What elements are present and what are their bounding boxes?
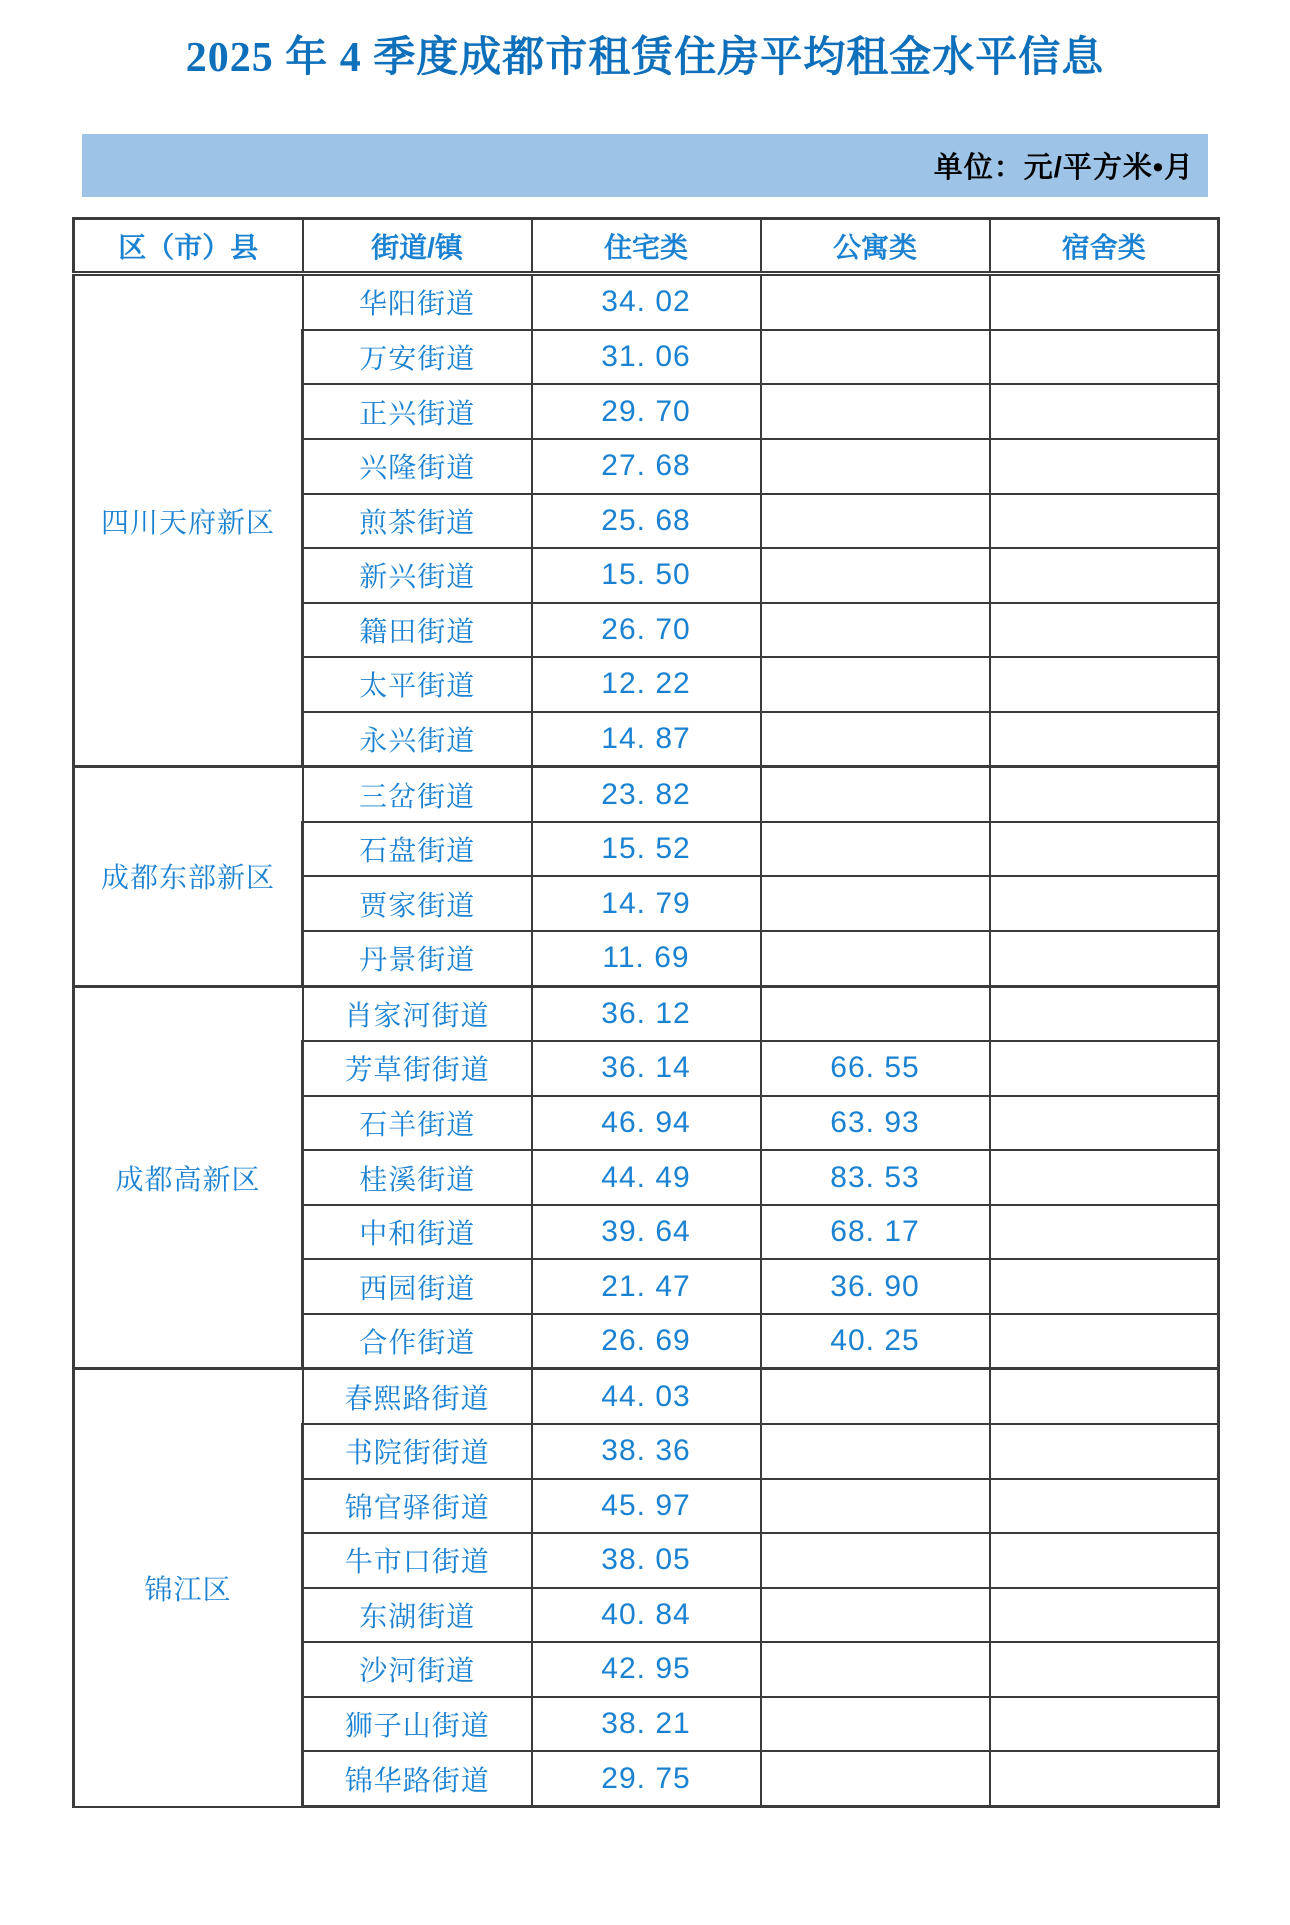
dormitory-value: [990, 1096, 1219, 1151]
residential-value: 11. 69: [532, 931, 761, 986]
street-cell: 春熙路街道: [303, 1369, 532, 1424]
apartment-value: [761, 494, 990, 549]
street-cell: 西园街道: [303, 1259, 532, 1314]
apartment-value: [761, 384, 990, 439]
dormitory-value: [990, 1041, 1219, 1096]
residential-value: 26. 70: [532, 603, 761, 658]
residential-value: 44. 49: [532, 1150, 761, 1205]
dormitory-value: [990, 822, 1219, 877]
district-cell: 成都高新区: [74, 986, 303, 1369]
street-cell: 锦华路街道: [303, 1751, 532, 1806]
dormitory-value: [990, 1588, 1219, 1643]
street-cell: 石羊街道: [303, 1096, 532, 1151]
street-cell: 兴隆街道: [303, 439, 532, 494]
column-header: 宿舍类: [990, 219, 1219, 274]
residential-value: 25. 68: [532, 494, 761, 549]
residential-value: 36. 14: [532, 1041, 761, 1096]
residential-value: 26. 69: [532, 1314, 761, 1369]
unit-label: 单位：元/平方米•月: [933, 152, 1194, 184]
street-cell: 永兴街道: [303, 712, 532, 767]
apartment-value: [761, 1424, 990, 1479]
district-cell: 锦江区: [74, 1369, 303, 1807]
residential-value: 34. 02: [532, 274, 761, 330]
dormitory-value: [990, 712, 1219, 767]
residential-value: 29. 75: [532, 1751, 761, 1806]
table-row: [74, 986, 1219, 1041]
residential-value: 29. 70: [532, 384, 761, 439]
dormitory-value: [990, 657, 1219, 712]
residential-value: 42. 95: [532, 1642, 761, 1697]
dormitory-value: [990, 1533, 1219, 1588]
street-cell: 肖家河街道: [303, 986, 532, 1041]
residential-value: 27. 68: [532, 439, 761, 494]
residential-value: 38. 36: [532, 1424, 761, 1479]
apartment-value: [761, 822, 990, 877]
table-row: [74, 767, 1219, 822]
street-cell: 正兴街道: [303, 384, 532, 439]
street-cell: 太平街道: [303, 657, 532, 712]
dormitory-value: [990, 603, 1219, 658]
dormitory-value: [990, 548, 1219, 603]
street-cell: 狮子山街道: [303, 1697, 532, 1752]
street-cell: 书院街街道: [303, 1424, 532, 1479]
apartment-value: [761, 712, 990, 767]
rent-table: [72, 217, 1220, 1808]
apartment-value: [761, 1697, 990, 1752]
apartment-value: [761, 931, 990, 986]
apartment-value: 83. 53: [761, 1150, 990, 1205]
table-body: [74, 274, 1219, 1807]
dormitory-value: [990, 494, 1219, 549]
street-cell: 贾家街道: [303, 876, 532, 931]
dormitory-value: [990, 986, 1219, 1041]
column-header: 住宅类: [532, 219, 761, 274]
dormitory-value: [990, 876, 1219, 931]
residential-value: 23. 82: [532, 767, 761, 822]
column-header: 公寓类: [761, 219, 990, 274]
apartment-value: 36. 90: [761, 1259, 990, 1314]
residential-value: 40. 84: [532, 1588, 761, 1643]
street-cell: 三岔街道: [303, 767, 532, 822]
apartment-value: [761, 767, 990, 822]
dormitory-value: [990, 1205, 1219, 1260]
dormitory-value: [990, 330, 1219, 385]
apartment-value: [761, 986, 990, 1041]
apartment-value: [761, 330, 990, 385]
street-cell: 万安街道: [303, 330, 532, 385]
dormitory-value: [990, 1479, 1219, 1534]
street-cell: 煎茶街道: [303, 494, 532, 549]
residential-value: 15. 52: [532, 822, 761, 877]
apartment-value: [761, 274, 990, 330]
apartment-value: [761, 1588, 990, 1643]
dormitory-value: [990, 1751, 1219, 1806]
street-cell: 石盘街道: [303, 822, 532, 877]
apartment-value: 40. 25: [761, 1314, 990, 1369]
apartment-value: 66. 55: [761, 1041, 990, 1096]
residential-value: 14. 79: [532, 876, 761, 931]
street-cell: 丹景街道: [303, 931, 532, 986]
apartment-value: [761, 1751, 990, 1806]
table-head: [74, 219, 1219, 274]
apartment-value: [761, 603, 990, 658]
street-cell: 牛市口街道: [303, 1533, 532, 1588]
dormitory-value: [990, 274, 1219, 330]
column-header: 街道/镇: [303, 219, 532, 274]
dormitory-value: [990, 1642, 1219, 1697]
dormitory-value: [990, 1424, 1219, 1479]
dormitory-value: [990, 1150, 1219, 1205]
dormitory-value: [990, 1314, 1219, 1369]
residential-value: 45. 97: [532, 1479, 761, 1534]
residential-value: 14. 87: [532, 712, 761, 767]
apartment-value: [761, 439, 990, 494]
apartment-value: 63. 93: [761, 1096, 990, 1151]
unit-banner: [82, 134, 1208, 197]
table-row: [74, 1369, 1219, 1424]
residential-value: 21. 47: [532, 1259, 761, 1314]
street-cell: 合作街道: [303, 1314, 532, 1369]
apartment-value: [761, 1369, 990, 1424]
residential-value: 12. 22: [532, 657, 761, 712]
street-cell: 芳草街街道: [303, 1041, 532, 1096]
page-title: 2025 年 4 季度成都市租赁住房平均租金水平信息: [185, 35, 1105, 81]
residential-value: 38. 05: [532, 1533, 761, 1588]
table-header-row: [74, 219, 1219, 274]
residential-value: 31. 06: [532, 330, 761, 385]
residential-value: 39. 64: [532, 1205, 761, 1260]
dormitory-value: [990, 384, 1219, 439]
apartment-value: [761, 1479, 990, 1534]
street-cell: 中和街道: [303, 1205, 532, 1260]
apartment-value: [761, 1642, 990, 1697]
apartment-value: [761, 548, 990, 603]
dormitory-value: [990, 767, 1219, 822]
residential-value: 46. 94: [532, 1096, 761, 1151]
street-cell: 沙河街道: [303, 1642, 532, 1697]
street-cell: 籍田街道: [303, 603, 532, 658]
apartment-value: [761, 657, 990, 712]
dormitory-value: [990, 1259, 1219, 1314]
column-header: 区（市）县: [74, 219, 303, 274]
district-cell: 成都东部新区: [74, 767, 303, 986]
apartment-value: [761, 1533, 990, 1588]
apartment-value: 68. 17: [761, 1205, 990, 1260]
street-cell: 新兴街道: [303, 548, 532, 603]
street-cell: 东湖街道: [303, 1588, 532, 1643]
residential-value: 38. 21: [532, 1697, 761, 1752]
table-row: [74, 274, 1219, 330]
district-cell: 四川天府新区: [74, 274, 303, 767]
dormitory-value: [990, 1369, 1219, 1424]
apartment-value: [761, 876, 990, 931]
dormitory-value: [990, 439, 1219, 494]
street-cell: 华阳街道: [303, 274, 532, 330]
residential-value: 44. 03: [532, 1369, 761, 1424]
residential-value: 36. 12: [532, 986, 761, 1041]
dormitory-value: [990, 1697, 1219, 1752]
street-cell: 桂溪街道: [303, 1150, 532, 1205]
residential-value: 15. 50: [532, 548, 761, 603]
street-cell: 锦官驿街道: [303, 1479, 532, 1534]
dormitory-value: [990, 931, 1219, 986]
